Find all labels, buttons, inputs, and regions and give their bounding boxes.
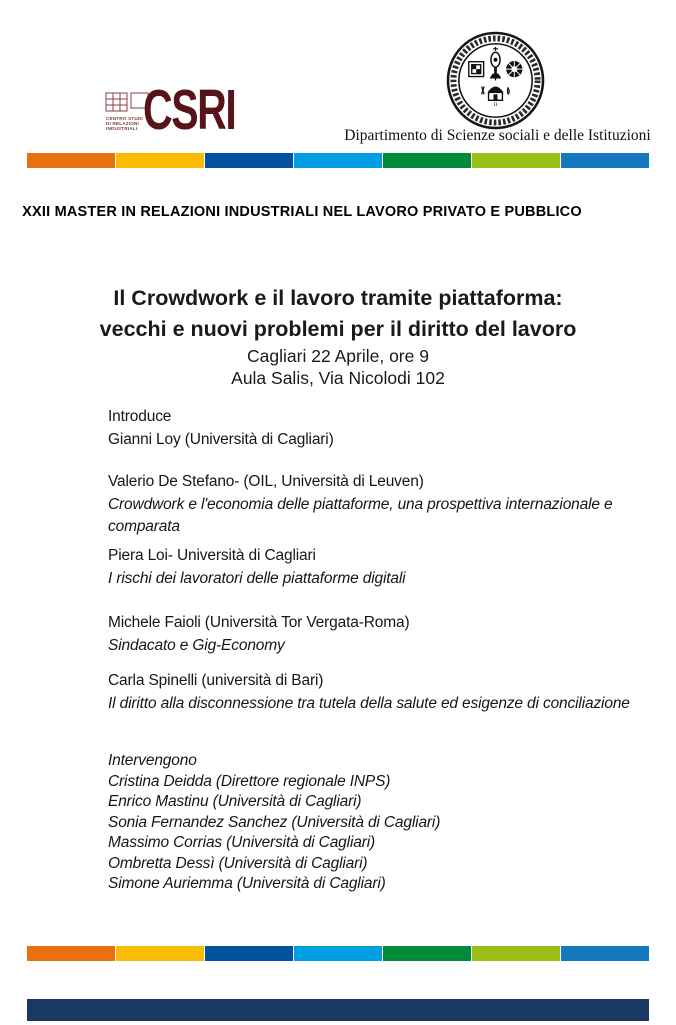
- csri-subtext: CENTRO STUDI DI RELAZIONI INDUSTRIALI: [106, 116, 143, 131]
- bar-segment: [294, 946, 382, 961]
- event-date: Cagliari 22 Aprile, ore 9: [247, 346, 429, 366]
- bar-segment: [561, 153, 649, 168]
- bar-segment: [116, 946, 204, 961]
- bar-segment: [205, 153, 293, 168]
- bar-segment: [294, 153, 382, 168]
- panel-member: Sonia Fernandez Sanchez (Università di Cagliari): [108, 813, 441, 831]
- panel-member: Simone Auriemma (Università di Cagliari): [108, 875, 386, 892]
- master-heading: XXII MASTER IN RELAZIONI INDUSTRIALI NEL LAVORO PRIVATO E PUBBLICO: [22, 204, 582, 220]
- footer-navy-bar: [27, 999, 649, 1021]
- csri-acronym: CSRI: [143, 78, 236, 142]
- bar-segment: [383, 946, 471, 961]
- university-seal-icon: [446, 31, 545, 130]
- talk-speaker: Carla Spinelli (università di Bari): [108, 672, 324, 689]
- talk-title: I rischi dei lavoratori delle piattaforme digitali: [108, 569, 406, 587]
- talk-title: Sindacato e Gig-Economy: [108, 636, 285, 654]
- talk-speaker: Michele Faioli (Università Tor Vergata-Roma): [108, 614, 410, 631]
- talk-speaker: Valerio De Stefano- (OIL, Università di Leuven): [108, 473, 424, 490]
- event-header: [0, 283, 676, 389]
- talk-block: [108, 612, 660, 657]
- intro-label: Introduce: [108, 408, 172, 425]
- event-title-line1: Il Crowdwork e il lavoro tramite piattaforma:: [113, 286, 563, 310]
- talk-speaker: Piera Loi- Università di Cagliari: [108, 547, 316, 564]
- program-intro-block: [108, 406, 660, 451]
- bar-segment: [561, 946, 649, 961]
- csri-logo: [105, 78, 265, 142]
- bar-segment: [27, 153, 115, 168]
- event-venue: Aula Salis, Via Nicolodi 102: [231, 368, 445, 388]
- talk-title: Il diritto alla disconnessione tra tutela della salute ed esigenze di conciliazione: [108, 694, 630, 712]
- bar-segment: [27, 946, 115, 961]
- bar-segment: [205, 946, 293, 961]
- panel-member: Massimo Corrias (Università di Cagliari): [108, 834, 376, 851]
- bottom-color-bar: [27, 946, 649, 961]
- intro-speaker: Gianni Loy (Università di Cagliari): [108, 430, 334, 448]
- talk-block: [108, 545, 660, 590]
- panel-label: Intervengono: [108, 752, 197, 769]
- bar-segment: [383, 153, 471, 168]
- panel-member: Enrico Mastinu (Università di Cagliari): [108, 793, 362, 810]
- svg-text:II: II: [493, 102, 498, 109]
- event-title-line2: vecchi e nuovi problemi per il diritto del lavoro: [99, 317, 577, 341]
- panel-block: [108, 751, 660, 895]
- bar-segment: [472, 153, 560, 168]
- panel-member: Ombretta Dessì (Università di Cagliari): [108, 854, 368, 872]
- talk-block: [108, 670, 660, 715]
- bar-segment: [116, 153, 204, 168]
- top-color-bar: [27, 153, 649, 168]
- panel-member: Cristina Deidda (Direttore regionale INPS): [108, 772, 391, 790]
- department-name: Dipartimento di Scienze sociali e delle Istituzioni: [344, 127, 651, 144]
- talk-block: [108, 471, 660, 539]
- bar-segment: [472, 946, 560, 961]
- talk-title: Crowdwork e l'economia delle piattaforme, una prospettiva internazionale e comparata: [108, 495, 613, 535]
